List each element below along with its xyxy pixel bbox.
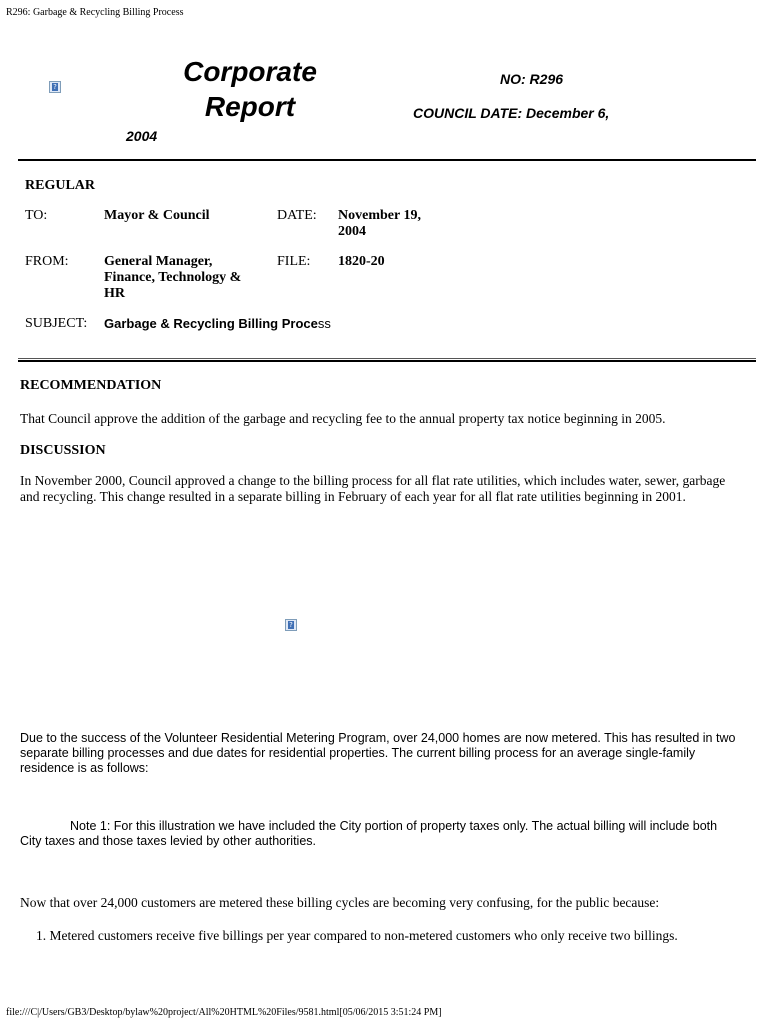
broken-image-icon: ? xyxy=(49,81,61,93)
report-type: REGULAR xyxy=(25,178,96,193)
metered-paragraph: Now that over 24,000 customers are metered these billing cycles are becoming very confusing, for the public because: xyxy=(20,895,660,910)
report-number: NO: R296 xyxy=(500,71,564,87)
to-value: Mayor & Council xyxy=(104,208,210,223)
print-header: R296: Garbage & Recycling Billing Process xyxy=(6,7,184,18)
report-title-line2: Report xyxy=(204,91,296,122)
subject-text: Garbage & Recycling Billing Proce xyxy=(104,316,318,331)
file-value: 1820-20 xyxy=(338,254,385,269)
council-date-year: 2004 xyxy=(126,128,158,144)
from-label: FROM: xyxy=(25,254,69,269)
discussion-text: In November 2000, Council approved a change to the billing process for all flat rate utilities, which includes water, sewer, garbage and recycling. This change resulted in a separate billing in February of each year for all flat rate utilities beginning in 2001. xyxy=(20,473,726,504)
subject-value xyxy=(104,316,331,331)
list-item: 1. Metered customers receive five billings per year compared to non-metered customers who only receive two billings. xyxy=(36,928,678,943)
file-label: FILE: xyxy=(277,254,311,269)
broken-image-icon: ? xyxy=(285,619,297,631)
to-label: TO: xyxy=(25,208,48,223)
note-text: Note 1: For this illustration we have included the City portion of property taxes only. The actual billing will include both City taxes and those taxes levied by other authorities. xyxy=(20,819,718,848)
note-paragraph xyxy=(20,819,740,849)
recommendation-heading: RECOMMENDATION xyxy=(20,378,162,393)
recommendation-text: That Council approve the addition of the garbage and recycling fee to the annual property tax notice beginning in 2005. xyxy=(20,411,666,426)
date-label: DATE: xyxy=(277,208,317,223)
subject-label: SUBJECT: xyxy=(25,316,88,331)
council-date: COUNCIL DATE: December 6, xyxy=(413,105,610,121)
discussion-heading: DISCUSSION xyxy=(20,443,106,458)
from-value: General Manager, Finance, Technology & HR xyxy=(104,254,242,301)
report-title-line1: Corporate xyxy=(183,56,317,87)
header-divider xyxy=(18,159,756,161)
print-footer: file:///C|/Users/GB3/Desktop/bylaw%20project/All%20HTML%20Files/9581.html[05/06/2015 3:51:24 PM] xyxy=(6,1007,442,1018)
metering-paragraph: Due to the success of the Volunteer Residential Metering Program, over 24,000 homes are now metered. This has resulted in two separate billing processes and due dates for residential properties. The current billing process for an average single-family residence is as follows: xyxy=(20,731,736,775)
subject-text-tail: ss xyxy=(317,316,331,331)
date-value: November 19, 2004 xyxy=(338,208,421,239)
memo-divider xyxy=(18,358,756,362)
